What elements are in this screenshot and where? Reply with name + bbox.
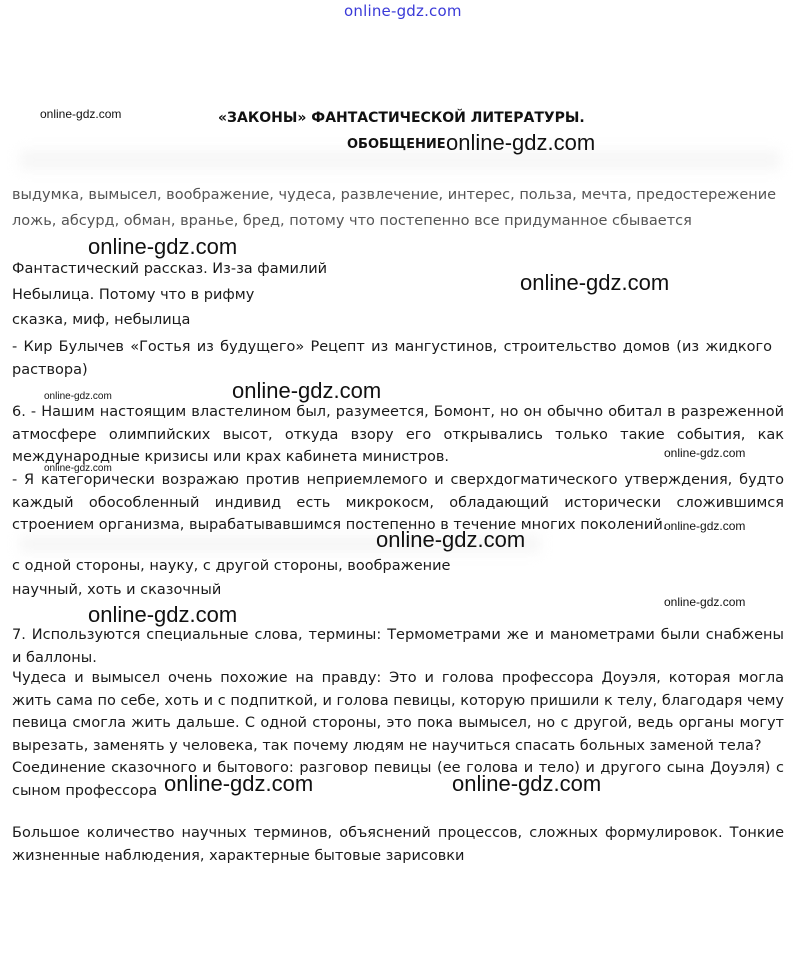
watermark-large: online-gdz.com [520, 270, 670, 295]
scan-smudge [20, 150, 780, 170]
watermark-top: online-gdz.com [344, 2, 462, 20]
watermark-large: online-gdz.com [164, 771, 314, 796]
watermark-small: online-gdz.com [664, 519, 746, 533]
watermark-large: online-gdz.com [452, 771, 602, 796]
watermark-small: online-gdz.com [44, 391, 112, 402]
watermark-large: online-gdz.com [446, 130, 596, 155]
watermark-small: online-gdz.com [40, 107, 122, 121]
document-title: «ЗАКОНЫ» ФАНТАСТИЧЕСКОЙ ЛИТЕРАТУРЫ. [218, 110, 585, 126]
text-line: выдумка, вымысел, воображение, чудеса, развлечение, интерес, польза, мечта, предостережение [12, 187, 777, 203]
text-paragraph: - Я категорически возражаю против неприемлемого и сверхдогматического утверждения, будто каждый обособленный индивид есть микрокосм, обладающий исторически сложившимся строением организма, вырабатывавшимся постепенно в течение многих поколений. [12, 472, 784, 533]
watermark-large: online-gdz.com [88, 602, 238, 627]
text-line: ложь, абсурд, обман, вранье, бред, потому что постепенно все придуманное сбывается [12, 213, 692, 229]
text-line: Небылица. Потому что в рифму [12, 287, 255, 303]
text-line: научный, хоть и сказочный [12, 582, 222, 598]
text-paragraph: - Кир Булычев «Гостья из будущего» Рецепт из мангустинов, строительство домов (из жидкого раствора) [12, 339, 772, 378]
text-paragraph: Соединение сказочного и бытового: разговор певицы (ее голова и тело) и другого сына Доуэля) с сыном профессора [12, 760, 784, 799]
text-paragraph: 6. - Нашим настоящим властелином был, разумеется, Бомонт, но он обычно обитал в разреженной атмосфере олимпийских высот, откуда взору его открывались только такие события, как международные кризисы или крах кабинета министров. [12, 404, 784, 465]
watermark-small: online-gdz.com [44, 463, 112, 474]
document-subtitle: ОБОБЩЕНИЕ [347, 137, 446, 152]
text-line: Фантастический рассказ. Из-за фамилий [12, 261, 328, 277]
text-line: с одной стороны, науку, с другой стороны, воображение [12, 558, 451, 574]
text-paragraph: Большое количество научных терминов, объяснений процессов, сложных формулировок. Тонкие жизненные наблюдения, характерные бытовые зарисовки [12, 825, 784, 864]
text-paragraph: 7. Используются специальные слова, термины: Термометрами же и манометрами были снабжены и баллоны. [12, 627, 784, 666]
text-paragraph: Чудеса и вымысел очень похожие на правду: Это и голова профессора Доуэля, которая могла жить сама по себе, хоть и с подпиткой, и голова певицы, которую пришили к телу, благодаря чему певица смогла жить дальше. С одной стороны, это пока вымысел, но с другой, ведь органы могут вырезать, заменять у человека, так почему людям не научиться спасать больных заменой тела? [12, 670, 784, 754]
text-line: сказка, миф, небылица [12, 312, 191, 328]
watermark-large: online-gdz.com [88, 234, 238, 259]
watermark-small: online-gdz.com [664, 595, 746, 609]
watermark-large: online-gdz.com [232, 378, 382, 403]
watermark-small: online-gdz.com [664, 446, 746, 460]
watermark-large: online-gdz.com [376, 527, 526, 552]
